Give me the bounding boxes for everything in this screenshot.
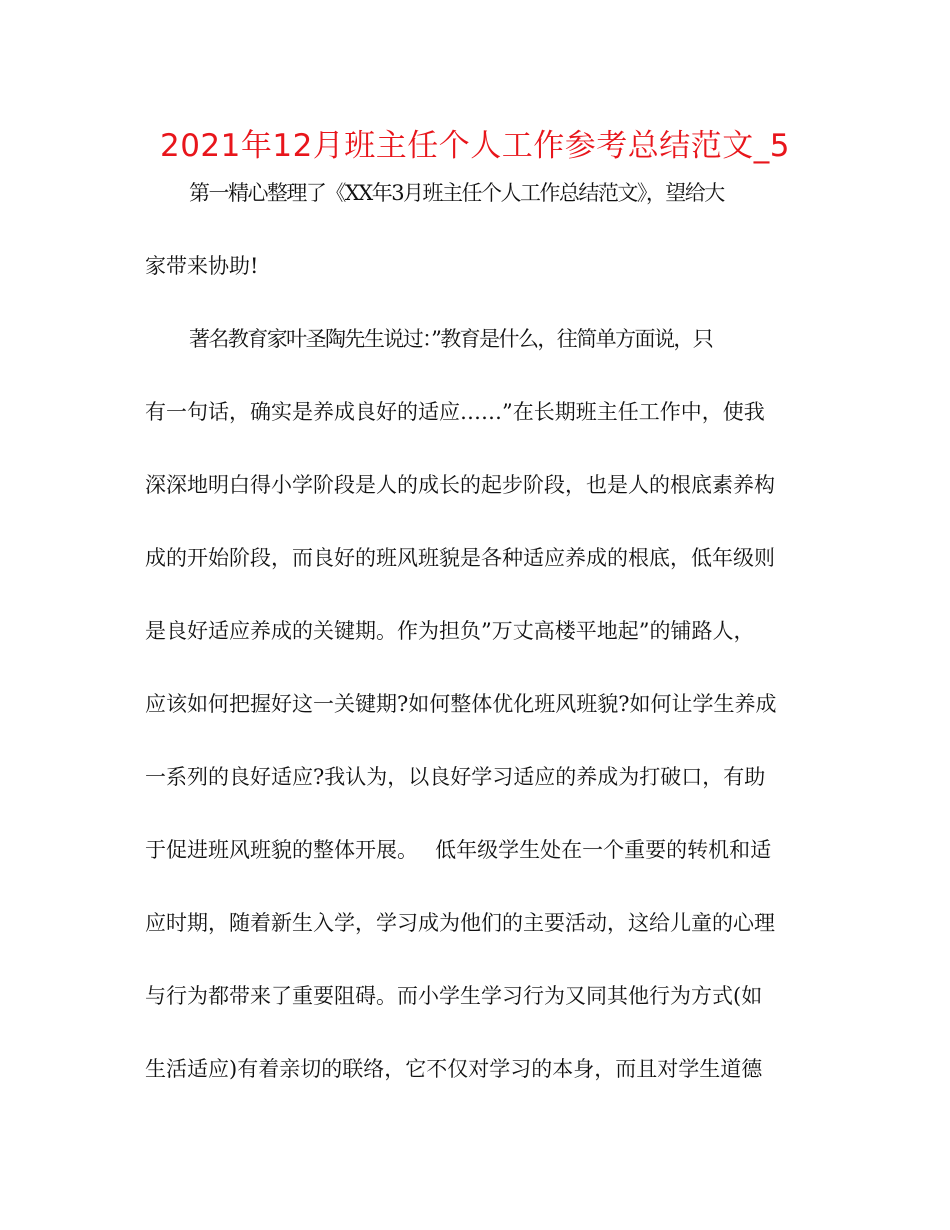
paragraph-2-line-11: 生活适应)有着亲切的联络，它不仅对学习的本身，而且对学生道德 [145,1057,763,1081]
paragraph-2-line-3: 深深地明白得小学阶段是人的成长的起步阶段，也是人的根底素养构 [145,473,775,497]
paragraph-2-line-5: 是良好适应养成的关键期。作为担负”万丈高楼平地起”的铺路人， [145,619,755,643]
paragraph-2-line-2: 有一句话，确实是养成良好的适应……”在长期班主任工作中，使我 [145,400,765,424]
paragraph-2-line-4: 成的开始阶段，而良好的班风班貌是各种适应养成的根底，低年级则 [145,546,775,570]
paragraph-1-line-2: 家带来协助! [145,254,259,278]
paragraph-2-line-7: 一系列的良好适应?我认为，以良好学习适应的养成为打破口，有助 [145,765,766,789]
document-title: 2021年12月班主任个人工作参考总结范文_5 [159,128,791,164]
paragraph-2-line-10: 与行为都带来了重要阻碍。而小学生学习行为又同其他行为方式(如 [145,984,763,1008]
paragraph-2-line-8: 于促进班风班貌的整体开展。 低年级学生处在一个重要的转机和适 [145,838,772,862]
paragraph-2-line-6: 应该如何把握好这一关键期?如何整体优化班风班貌?如何让学生养成 [145,692,777,716]
paragraph-2-line-1: 著名教育家叶圣陶先生说过：”教育是什么，往简单方面说，只 [189,327,713,351]
paragraph-2-line-9: 应时期，随着新生入学，学习成为他们的主要活动，这给儿童的心理 [145,911,775,935]
paragraph-1-line-1: 第一精心整理了《XX年3月班主任个人工作总结范文》，望给大 [189,181,724,205]
